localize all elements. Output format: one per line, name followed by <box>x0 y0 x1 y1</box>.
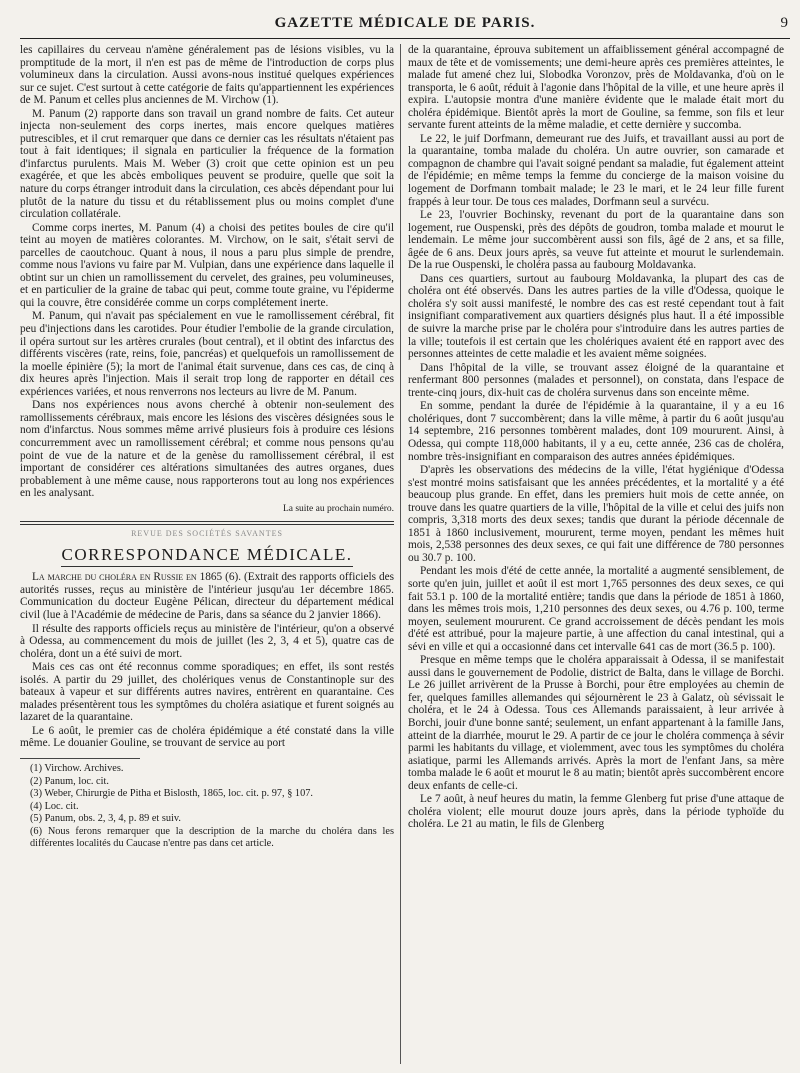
paragraph: Dans ces quartiers, surtout au faubourg Moldavanka, la plupart des cas de choléra ont été observés. Dans les autres parties de la ville d'Odessa, quoique le choléra s'y soit aussi manifesté, le nombre des cas est resté cependant tout à fait insignifiant comparativement aux quartiers désignés plus haut. Il a été impossible de suivre la marche prise par le choléra pour s'introduire dans les autres parties de la ville; toutefois il est certain que les cholériques avaient été en rapport avec des personnes atteintes de cette maladie et les avaient même soignées. <box>408 272 784 361</box>
article-subtitle: (Extrait des rapports officiels des autorités russes, reçus au ministère de l'intérieur jusqu'au 1er décembre 1865. Communication du docteur Eugène Pélican, directeur du département médical civil (lue à l'Académie de médecine de Paris, dans sa séance du 2 janvier 1866). <box>20 571 394 621</box>
paragraph: de la quarantaine, éprouva subitement un affaiblissement général accompagné de maux de tête et de vomissements; une demi-heure après ces premières atteintes, le malade fut amené chez lui, Slobodka Voronzov, près de Moldavanka, d'où on le transporta, le 6 août, réduit à l'agonie dans l'hôpital de la ville, et une heure après il expira. L'autopsie montra d'une manière évidente que le malade était mort du choléra épidémique. Bientôt après la mort de Gouline, sa femme, son fils et leur servante furent atteints de la même maladie, et cette dernière y succomba. <box>408 44 784 132</box>
footnote-rule <box>20 758 140 759</box>
continued-note: La suite au prochain numéro. <box>282 503 394 514</box>
footnote: (5) Panum, obs. 2, 3, 4, p. 89 et suiv. <box>30 813 181 825</box>
paragraph: Pendant les mois d'été de cette année, la mortalité a augmenté sensiblement, de sorte qu'en juin, juillet et août il est mort 1,765 personnes des deux sexes, ce qui fait 53.1 p. 100 de la mortalité entière; tandis que dans la période de 1851 à 1860, dans les mêmes trois mois, 1,210 personnes des deux sexes, ou 4.76 p. 100, terme moyen, seulement moururent. Ce grand accroissement de décès pendant les mois d'été est attribué, pour la majeure partie, à une affection du canal intestinal, qui a sévi en ville et qui a occasionné dans cet intervalle 641 cas de mort (36.5 p. 100). <box>408 565 784 653</box>
paragraph: Il résulte des rapports officiels reçus au ministère de l'intérieur, qu'on a observé à Odessa, au commencement du mois de juillet (les 2, 3, 4 et 5), quatre cas de choléra, dont un a été suivi de mort. <box>20 622 394 660</box>
paragraph: Dans nos expériences nous avons cherché à obtenir non-seulement des ramollissements cérébraux, mais encore les lésions des viscères désignées sous le nom d'infarctus. Nous sommes même arrivé plusieurs fois à produire ces lésions concurremment avec un ramollissement cérébral; et comme nous pensons qu'au point de vue de la nature et de la genèse du ramollissement cérébral, il est important de considérer ces altérations simultanées des autres organes, dues probablement à une même cause, nous rapporterons tout au long nos expériences en les analysant. <box>20 399 394 500</box>
masthead-title: GAZETTE MÉDICALE DE PARIS. <box>274 15 536 31</box>
running-title: REVUE DES SOCIÉTÉS SAVANTES <box>131 529 283 539</box>
paragraph: D'après les observations des médecins de la ville, l'état hygiénique d'Odessa s'est montré moins satisfaisant que les années précédentes, et la mortalité y a été beaucoup plus grande. En effet, dans les premiers huit mois de cette année, on trouve dans les quatre quartiers de la ville, l'hôpital de la ville et celui des juifs non compris, 3,318 morts des deux sexes; tandis que durant la période décennale de 1851 à 1860 inclusivement, moururent, terme moyen, pendant les mêmes huit mois, 2,538 personnes des deux sexes, ce qui fait une différence de 780 personnes ou 30.7 p. 100. <box>408 464 784 564</box>
page-number: 9 <box>780 15 788 31</box>
paragraph: Le 23, l'ouvrier Bochinsky, revenant du port de la quarantaine dans son logement, rue Ouspenski, près des dépôts de goudron, tomba malade et mourut le lendemain. Le même jour succombèrent aussi son fils, âgé de 2 ans, et sa fille, âgée de 6 ans. Deux jours après, sa veuve fut atteinte et mourut le surlendemain. De la rue Ouspenski, le choléra passa au faubourg Moldavanka. <box>408 209 784 272</box>
paragraph: En somme, pendant la durée de l'épidémie à la quarantaine, il y a eu 16 cholériques, dont 7 succombèrent; dans la ville même, à partir du 6 août jusqu'au 14 septembre, 216 personnes tombèrent malades, dont 109 moururent. Ainsi, à Odessa, qui compte 118,000 habitants, il y a eu, cette année, 236 cas de choléra, nombre très-insignifiant en comparaison des autres années épidémiques. <box>408 400 784 463</box>
paragraph: Dans l'hôpital de la ville, se trouvant assez éloigné de la quarantaine et renfermant 800 personnes (malades et personnel), on constata, dans l'espace de trente-cinq jours, dix-huit cas de choléra survenus dans son enceinte même. <box>408 361 784 399</box>
page-header <box>20 12 790 39</box>
footnote: (1) Virchow. Archives. <box>30 762 124 774</box>
divider <box>20 521 394 522</box>
footnote: (2) Panum, loc. cit. <box>30 775 109 787</box>
footnote: (4) Loc. cit. <box>30 800 79 812</box>
paragraph: les capillaires du cerveau n'amène généralement pas de lésions visibles, vu la promptitude de la mort, il n'en est pas de même de l'introduction de corps plus volumineux dans la circulation. Aussi avons-nous institué quelques expériences sur ce sujet. C'est surtout à cette catégorie de faits qu'appartiennent les expériences de M. Panum et celles plus anciennes de M. Virchow (1). <box>20 44 394 107</box>
paragraph: M. Panum, qui n'avait pas spécialement en vue le ramollissement cérébral, fit peu d'injections dans les carotides. Pour étudier l'embolie de la grande circulation, il opéra surtout sur les artères crurales (bout central), et il obtint des infarctus des différents viscères (rate, reins, foie, pancréas) et quelquefois un ramollissement de la moelle épinière (5); la mort de l'animal était survenue, dans ces cas, de cinq à dix heures après l'injection. Mais il serait trop long de rapporter en détail ces expériences variées, et nous renverrons nos lecteurs au livre de M. Panum. <box>20 310 394 398</box>
paragraph: Le 22, le juif Dorfmann, demeurant rue des Juifs, et travaillant aussi au port de la quarantaine, tomba malade du choléra. Un autre ouvrier, son camarade et compagnon de chambre qui l'avait soigné pendant sa maladie, fut également atteint de l'épidémie; en même temps la femme du concierge de la maison voisine du logement de Dorfmann tombait malade; le 23 le mari, et le 24 leur fille furent frappés à leur tour. De tous ces malades, Dorfmann seul a survécu. <box>408 132 784 208</box>
section-title <box>20 544 394 564</box>
paragraph: Le 7 août, à neuf heures du matin, la femme Glenberg fut prise d'une attaque de choléra violent; elle mourut douze jours après, dans la période typhoïde du choléra. Le 21 au matin, le fils de Glenberg <box>408 793 784 831</box>
paragraph: Mais ces cas ont été reconnus comme sporadiques; en effet, ils sont restés isolés. A partir du 29 juillet, des cholériques venus de Constantinople sur des bateaux à vapeur et sur différents autres navires, entrèrent en quarantaine. Ces malades présentèrent tous les symptômes du choléra asiatique et furent soignés au lazaret de la quarantaine. <box>20 661 394 724</box>
article-lead <box>20 571 394 621</box>
paragraph: Le 6 août, le premier cas de choléra épidémique a été constaté dans la ville même. Le douanier Gouline, se trouvant de service au port <box>20 724 394 750</box>
paragraph: Presque en même temps que le choléra apparaissait à Odessa, il se manifestait aussi dans le gouvernement de Podolie, district de Balta, dans le village de Borchi. Le 26 juillet arrivèrent de la Prusse à Borchi, pour être employées au chemin de fer, quelques familles allemandes qui séjournèrent le 23 à Galatz, où sévissait le choléra, et le 24 à Odessa. Tous ces Allemands paraissaient, à leur arrivée à Borchi, jouir d'une bonne santé; seulement, un enfant appartenant à la famille Jans, atteint de la diarrhée, mourut le 29. A partir de ce jour le choléra commença à sévir parmi les habitants du village, et violemment, avec tous les symptômes du choléra asiatique, parmi les Allemands arrivés. Après la mort de l'enfant Jans, sa mère tomba malade le 6 août et mourut le 8 au matin; bientôt après succombèrent encore deux enfants de celle-ci. <box>408 654 784 792</box>
footnote: (3) Weber, Chirurgie de Pitha et Bislosth, 1865, loc. cit. p. 97, § 107. <box>30 788 313 800</box>
divider <box>20 524 394 525</box>
section-title-text: CORRESPONDANCE MÉDICALE. <box>61 545 352 567</box>
column-rule <box>400 44 401 1064</box>
right-column <box>408 44 784 1066</box>
paragraph: M. Panum (2) rapporte dans son travail un grand nombre de faits. Cet auteur injecta non-seulement des corps inertes, mais encore quelques matières putrescibles, et il crut remarquer que dans ce dernier cas les résultats n'étaient pas tout à fait identiques; il signala en particulier la fréquence de la formation d'infarctus purulents. Mais M. Weber (3) croit que cette opinion est un peu exagérée, et que les abcès emboliques peuvent se produire, quelle que soit la nature du corps étranger introduit dans la circulation, ces abcès dépendant pour lui plutôt de la nature du tissu et du rétablissement plus ou moins complet d'une circulation collatérale. <box>20 107 394 221</box>
footnote: (6) Nous ferons remarquer que la description de la marche du choléra dans les différentes localités du Caucase n'entre pas dans cet article. <box>30 825 394 849</box>
paragraph: Comme corps inertes, M. Panum (4) a choisi des petites boules de cire qu'il teint au moyen de matières colorantes. M. Virchow, on le sait, s'était servi de parcelles de caoutchouc. Quant à nous, il nous a paru plus simple de prendre, comme nous l'avions vu faire par M. Vulpian, dans une expérience dans laquelle il obtint sur un chien un ramollissement du cervelet, des graines, peu volumineuses, et en particulier de la graine de tabac qui peut, comme toute graine, vu l'épiderme qui la couvre, être considérée comme un corps complétement inerte. <box>20 221 394 309</box>
article-title: La marche du choléra en Russie en 1865 (6). <box>32 571 242 584</box>
left-column <box>20 44 394 1066</box>
